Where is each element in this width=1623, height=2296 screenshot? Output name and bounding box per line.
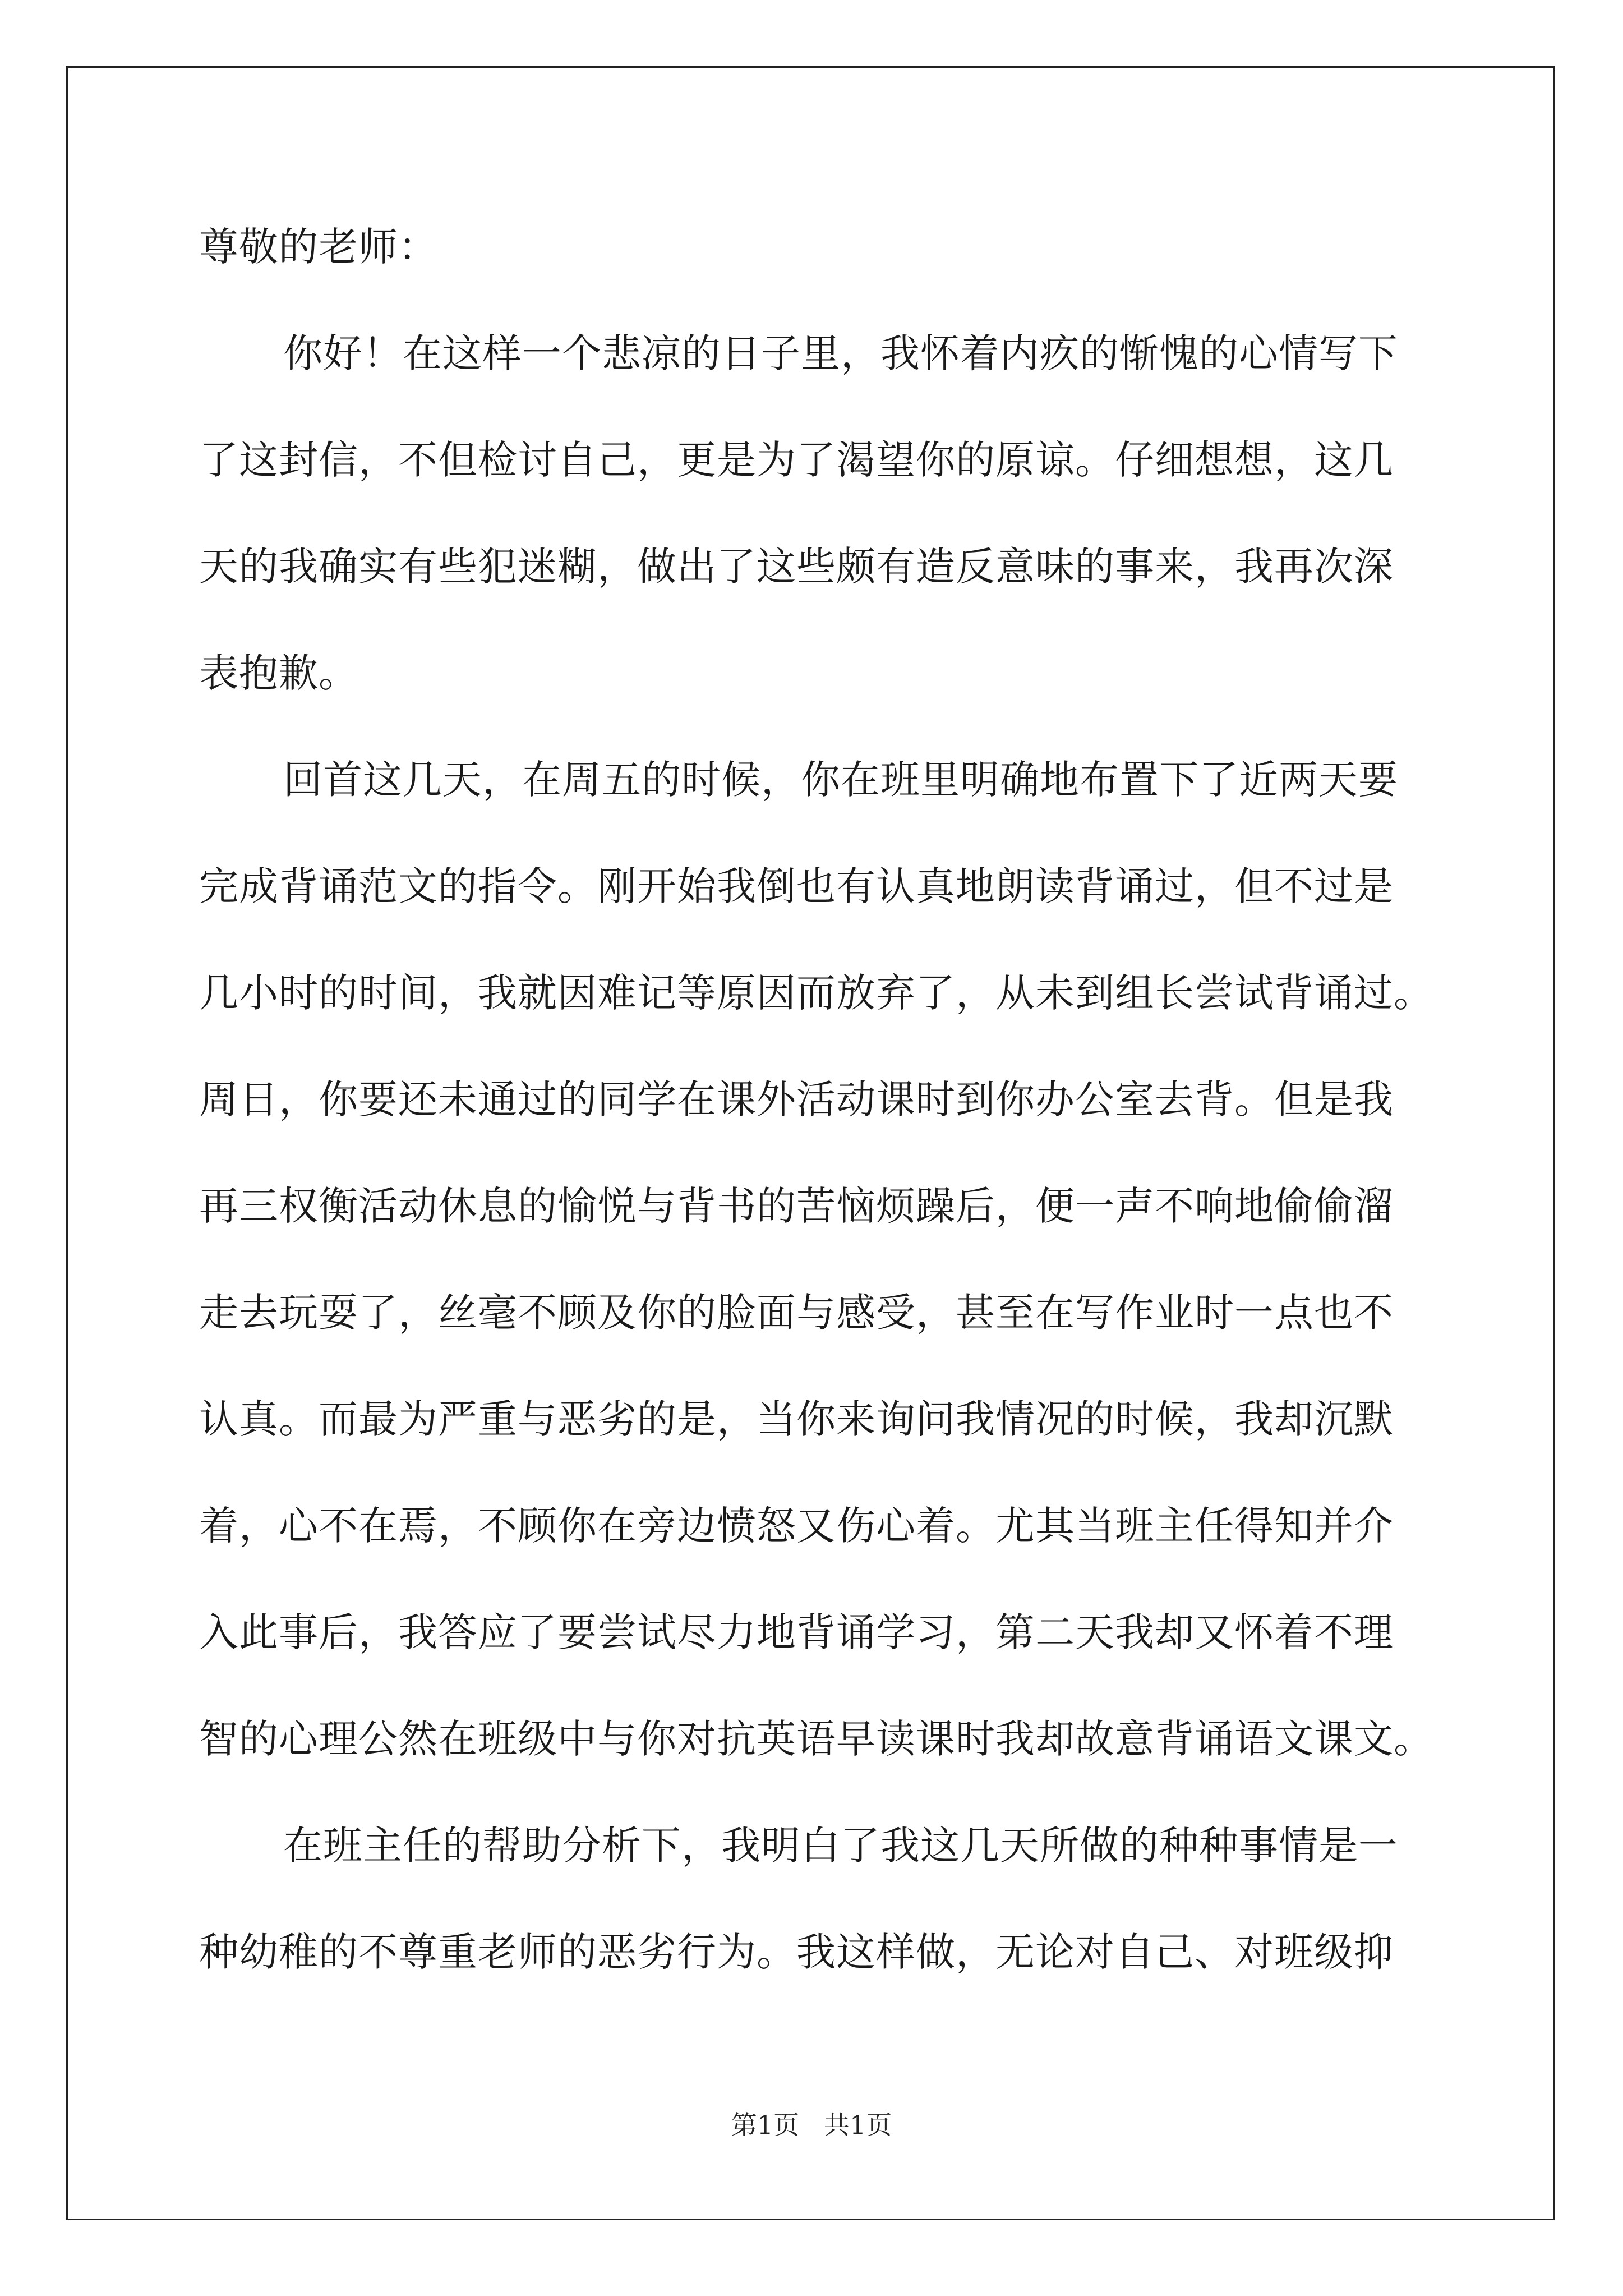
salutation: 尊敬的老师： — [199, 224, 438, 270]
paragraph-2-line-7: 认真。而最为严重与恶劣的是，当你来询问我情况的时候，我却沉默 — [199, 1396, 1394, 1442]
paragraph-1-line-3: 天的我确实有些犯迷糊，做出了这些颇有造反意味的事来，我再次深 — [199, 544, 1394, 590]
paragraph-2-line-3: 几小时的时间，我就因难记等原因而放弃了，从未到组长尝试背诵过。 — [199, 970, 1433, 1016]
paragraph-2-line-2: 完成背诵范文的指令。刚开始我倒也有认真地朗读背诵过，但不过是 — [199, 863, 1394, 909]
paragraph-3-line-1: 在班主任的帮助分析下，我明白了我这几天所做的种种事情是一 — [283, 1823, 1398, 1869]
paragraph-2-line-5: 再三权衡活动休息的愉悦与背书的苦恼烦躁后，便一声不响地偷偷溜 — [199, 1183, 1394, 1229]
paragraph-2-line-10: 智的心理公然在班级中与你对抗英语早读课时我却故意背诵语文课文。 — [199, 1716, 1433, 1762]
paragraph-3-line-2: 种幼稚的不尊重老师的恶劣行为。我这样做，无论对自己、对班级抑 — [199, 1929, 1394, 1975]
paragraph-2-line-8: 着，心不在焉，不顾你在旁边愤怒又伤心着。尤其当班主任得知并介 — [199, 1503, 1394, 1549]
paragraph-1-line-2: 了这封信，不但检讨自己，更是为了渴望你的原谅。仔细想想，这几 — [199, 437, 1394, 483]
paragraph-1-line-4: 表抱歉。 — [199, 650, 358, 696]
paragraph-2-line-6: 走去玩耍了，丝毫不顾及你的脸面与感受，甚至在写作业时一点也不 — [199, 1290, 1394, 1336]
page-number-total: 共1页 — [824, 2110, 892, 2140]
page-number-current: 第1页 — [731, 2110, 799, 2140]
page-border — [66, 66, 1555, 2220]
page-footer — [0, 2108, 1623, 2142]
paragraph-1-line-1: 你好！在这样一个悲凉的日子里，我怀着内疚的惭愧的心情写下 — [283, 330, 1398, 376]
paragraph-2-line-4: 周日，你要还未通过的同学在课外活动课时到你办公室去背。但是我 — [199, 1076, 1394, 1122]
paragraph-2-line-9: 入此事后，我答应了要尝试尽力地背诵学习，第二天我却又怀着不理 — [199, 1609, 1394, 1655]
paragraph-2-line-1: 回首这几天，在周五的时候，你在班里明确地布置下了近两天要 — [283, 757, 1398, 803]
